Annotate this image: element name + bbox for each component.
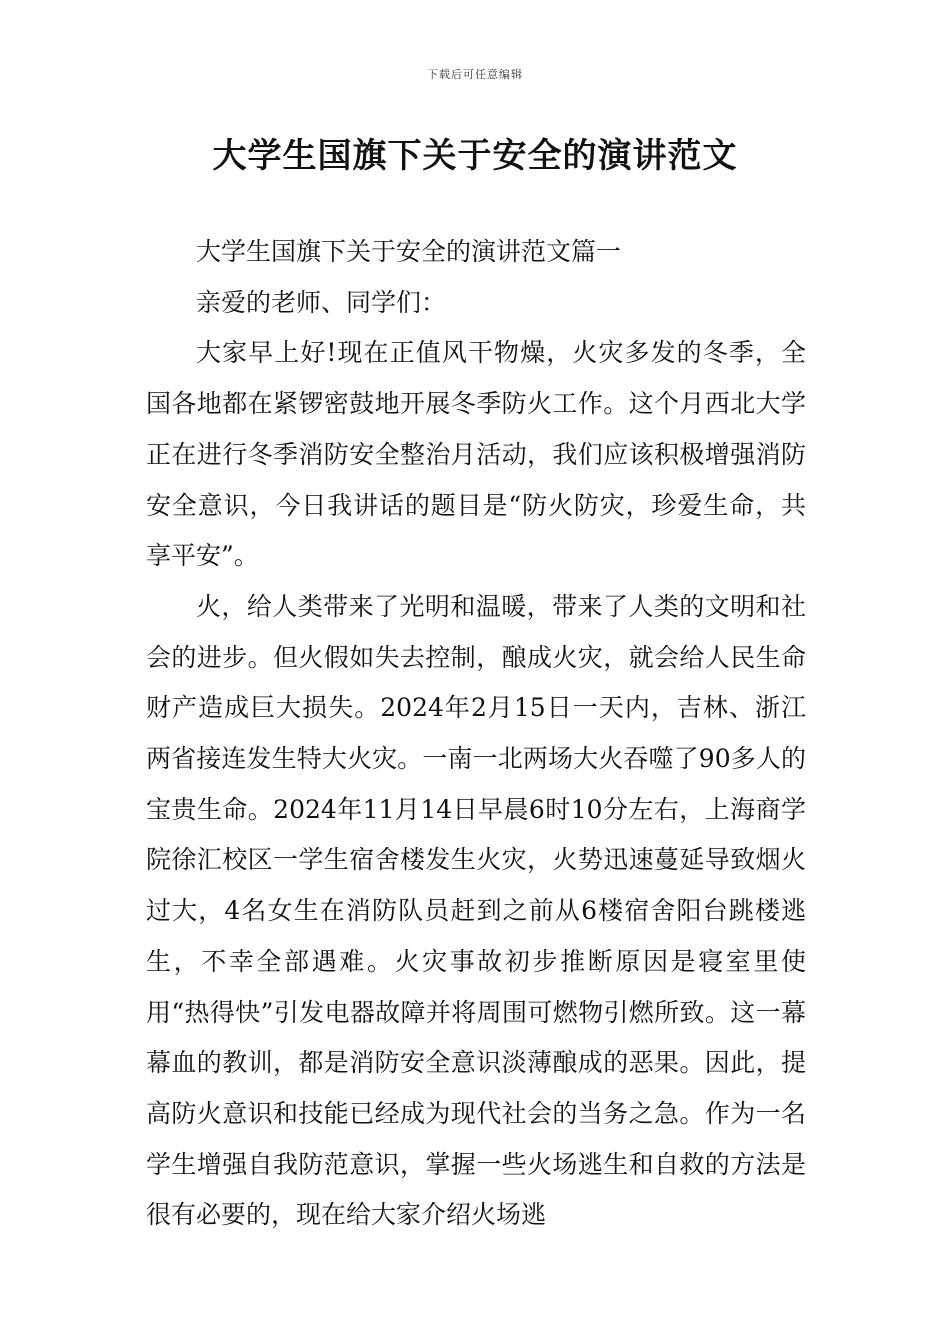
body-paragraph: 大家早上好!现在正值风干物燥，火灾多发的冬季，全国各地都在紧锣密鼓地开展冬季防火工作。这个月西北大学正在进行冬季消防安全整治月活动，我们应该积极增强消防安全意识，今日我讲话的题目是“防火防灾，珍爱生命，共享平安”。 bbox=[146, 338, 806, 571]
section-heading: 大学生国旗下关于安全的演讲范文篇一 bbox=[196, 237, 622, 266]
document-body bbox=[146, 227, 806, 1241]
header-note: 下载后可任意编辑 bbox=[427, 68, 523, 81]
body-paragraph: 火，给人类带来了光明和温暖，带来了人类的文明和社会的进步。但火假如失去控制，酿成火灾，就会给人民生命财产造成巨大损失。2024年2月15日一天内，吉林、浙江两省接连发生特大火灾。一南一北两场大火吞噬了90多人的宝贵生命。2024年11月14日早晨6时10分左右，上海商学院徐汇校区一学生宿舍楼发生火灾，火势迅速蔓延导致烟火过大，4名女生在消防队员赶到之前从6楼宿舍阳台跳楼逃生，不幸全部遇难。火灾事故初步推断原因是寝室里使用“热得快”引发电器故障并将周围可燃物引燃所致。这一幕幕血的教训，都是消防安全意识淡薄酿成的恶果。因此，提高防火意识和技能已经成为现代社会的当务之急。作为一名学生增强自我防范意识，掌握一些火场逃生和自救的方法是很有必要的，现在给大家介绍火场逃 bbox=[146, 591, 806, 1230]
salutation: 亲爱的老师、同学们： bbox=[196, 287, 447, 317]
document-title: 大学生国旗下关于安全的演讲范文 bbox=[212, 136, 738, 176]
